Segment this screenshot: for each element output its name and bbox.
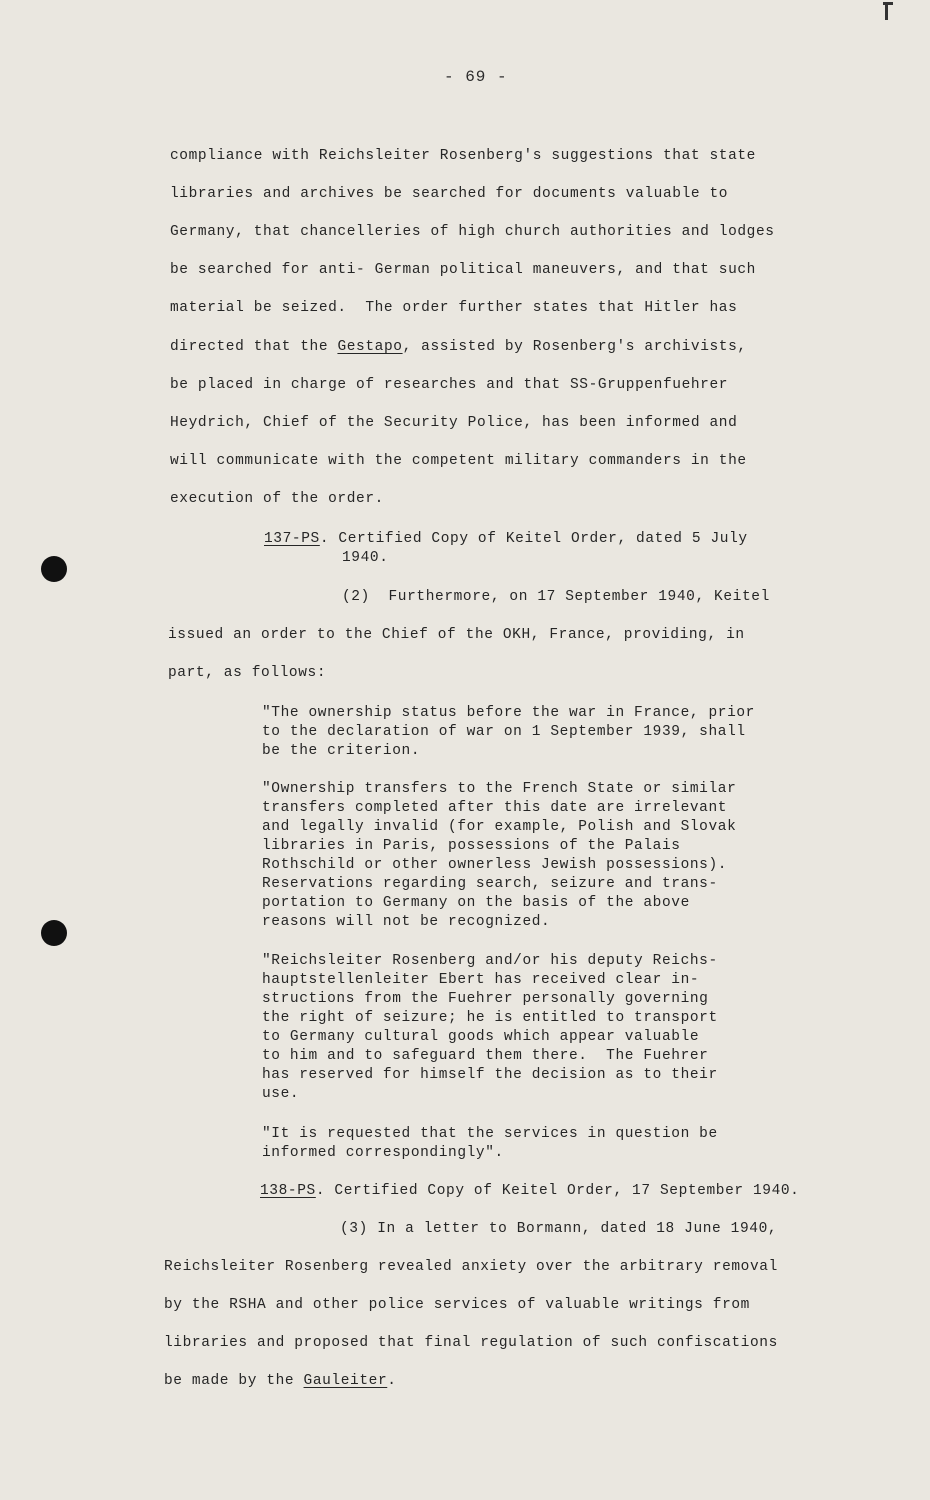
quote2-line: portation to Germany on the basis of the above bbox=[262, 895, 690, 911]
quote1-line: be the criterion. bbox=[262, 743, 421, 759]
quote4-line: "It is requested that the services in question be bbox=[262, 1126, 718, 1142]
para3-line bbox=[164, 1373, 397, 1389]
para1-line: material be seized. The order further states that Hitler has bbox=[170, 300, 738, 316]
para1-line: be searched for anti- German political maneuvers, and that such bbox=[170, 262, 756, 278]
para1-line: compliance with Reichsleiter Rosenberg's suggestions that state bbox=[170, 148, 756, 164]
quote1-line: "The ownership status before the war in France, prior bbox=[262, 705, 755, 721]
para1-line: libraries and archives be searched for documents valuable to bbox=[170, 186, 729, 202]
para1-line: will communicate with the competent military commanders in the bbox=[170, 453, 747, 469]
quote3-line: the right of seizure; he is entitled to transport bbox=[262, 1010, 718, 1026]
para1-line-start: directed that the bbox=[170, 339, 338, 355]
para1-line-rest: , assisted by Rosenberg's archivists, bbox=[402, 339, 747, 355]
reference-137ps-cont: 1940. bbox=[342, 550, 389, 566]
reference-code: 138-PS bbox=[260, 1183, 316, 1199]
reference-138ps bbox=[260, 1183, 800, 1199]
punch-hole bbox=[41, 920, 67, 946]
para3-line: by the RSHA and other police services of valuable writings from bbox=[164, 1297, 750, 1313]
quote2-line: Rothschild or other ownerless Jewish possessions). bbox=[262, 857, 728, 873]
quote2-line: Reservations regarding search, seizure and trans- bbox=[262, 876, 718, 892]
quote2-line: "Ownership transfers to the French State or similar bbox=[262, 781, 737, 797]
para3-line: (3) In a letter to Bormann, dated 18 June 1940, bbox=[340, 1221, 778, 1237]
quote2-line: transfers completed after this date are irrelevant bbox=[262, 800, 728, 816]
quote2-line: libraries in Paris, possessions of the Palais bbox=[262, 838, 681, 854]
quote3-line: hauptstellenleiter Ebert has received clear in- bbox=[262, 972, 700, 988]
para1-line: Germany, that chancelleries of high church authorities and lodges bbox=[170, 224, 775, 240]
para2-line: (2) Furthermore, on 17 September 1940, Keitel bbox=[342, 589, 770, 605]
quote3-line: "Reichsleiter Rosenberg and/or his deputy Reichs- bbox=[262, 953, 718, 969]
reference-text: . Certified Copy of Keitel Order, dated 5 July bbox=[319, 531, 748, 547]
para1-line: be placed in charge of researches and that SS-Gruppenfuehrer bbox=[170, 377, 729, 393]
para3-line: libraries and proposed that final regulation of such confiscations bbox=[164, 1335, 778, 1351]
page-number: - 69 - bbox=[444, 68, 508, 86]
quote3-line: to him and to safeguard them there. The Fuehrer bbox=[262, 1048, 709, 1064]
corner-mark-tick bbox=[883, 2, 893, 5]
para1-line bbox=[170, 339, 747, 355]
quote1-line: to the declaration of war on 1 September 1939, shall bbox=[262, 724, 746, 740]
para3-line-start: be made by the bbox=[164, 1373, 304, 1389]
quote3-line: use. bbox=[262, 1086, 300, 1102]
para1-line: Heydrich, Chief of the Security Police, has been informed and bbox=[170, 415, 738, 431]
para3-line-end: . bbox=[387, 1373, 397, 1389]
reference-text: . Certified Copy of Keitel Order, 17 September 1940. bbox=[315, 1183, 800, 1199]
quote2-line: reasons will not be recognized. bbox=[262, 914, 551, 930]
para3-line: Reichsleiter Rosenberg revealed anxiety over the arbitrary removal bbox=[164, 1259, 778, 1275]
gestapo-underlined: Gestapo bbox=[337, 339, 403, 355]
quote2-line: and legally invalid (for example, Polish and Slovak bbox=[262, 819, 737, 835]
para1-line: execution of the order. bbox=[170, 491, 384, 507]
quote3-line: has reserved for himself the decision as to their bbox=[262, 1067, 718, 1083]
reference-code: 137-PS bbox=[264, 531, 320, 547]
para2-line: issued an order to the Chief of the OKH, France, providing, in bbox=[168, 627, 745, 643]
quote3-line: to Germany cultural goods which appear valuable bbox=[262, 1029, 700, 1045]
para2-line: part, as follows: bbox=[168, 665, 327, 681]
quote4-line: informed correspondingly". bbox=[262, 1145, 504, 1161]
reference-137ps bbox=[264, 531, 748, 547]
punch-hole bbox=[41, 556, 67, 582]
gauleiter-underlined: Gauleiter bbox=[303, 1373, 388, 1389]
quote3-line: structions from the Fuehrer personally governing bbox=[262, 991, 709, 1007]
